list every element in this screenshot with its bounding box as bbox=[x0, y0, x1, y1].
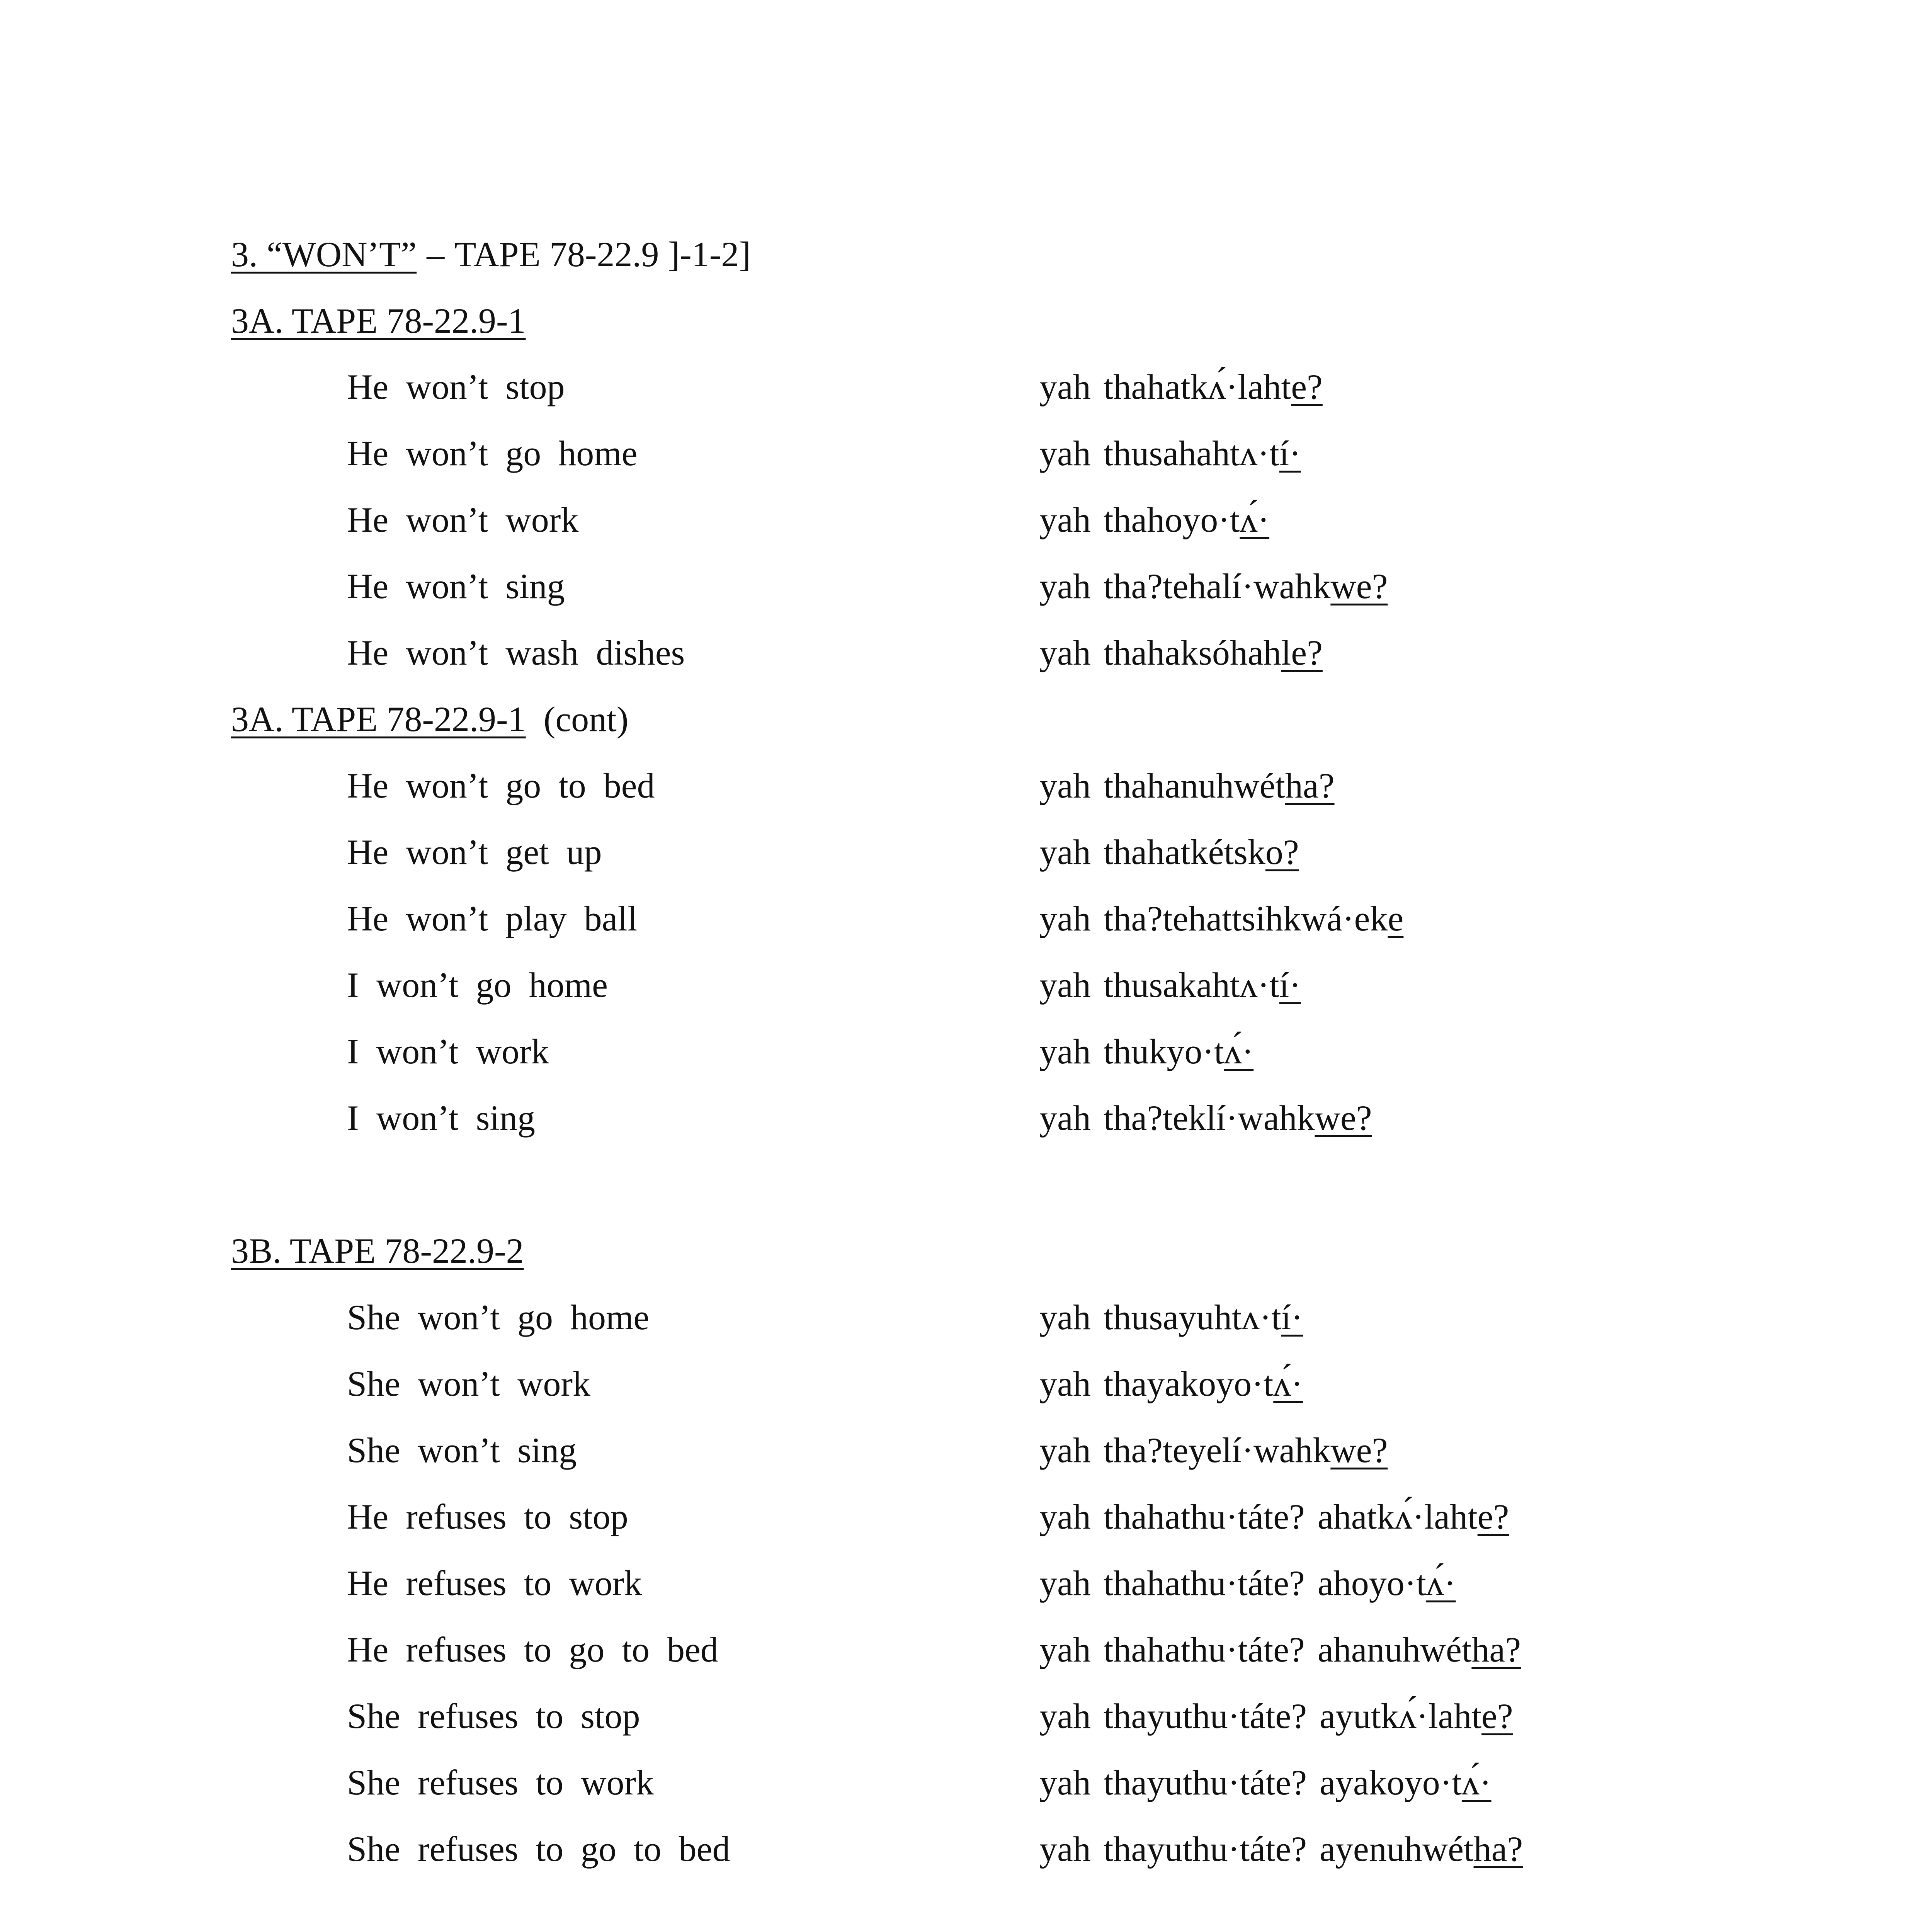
mohawk-phrase bbox=[1039, 962, 1301, 1008]
mohawk-underlined-ending: ha? bbox=[1471, 1630, 1521, 1669]
title-rest: TAPE 78-22.9 ]-1-2] bbox=[454, 235, 751, 274]
mohawk-underlined-ending: ʌ́· bbox=[1240, 500, 1270, 539]
mohawk-text: yah tha?teyelí·wahk bbox=[1039, 1430, 1331, 1470]
english-phrase: He refuses to stop bbox=[347, 1497, 628, 1536]
english-phrase: He refuses to go to bed bbox=[347, 1630, 718, 1669]
mohawk-phrase bbox=[1039, 1427, 1388, 1473]
english-phrase: He won’t wash dishes bbox=[347, 633, 685, 672]
mohawk-text: yah thahanuhwét bbox=[1039, 766, 1285, 805]
mohawk-phrase bbox=[1039, 1626, 1521, 1673]
mohawk-underlined-ending: í· bbox=[1279, 965, 1301, 1005]
mohawk-underlined-ending: í· bbox=[1281, 1298, 1303, 1337]
section-heading-suffix: (cont) bbox=[543, 699, 629, 739]
english-phrase: He won’t work bbox=[347, 500, 579, 539]
mohawk-phrase bbox=[1039, 1361, 1303, 1407]
mohawk-text: yah tha?tehalí·wahk bbox=[1039, 566, 1331, 606]
mohawk-underlined-ending: í· bbox=[1279, 434, 1301, 473]
mohawk-text: yah thukyo·t bbox=[1039, 1032, 1224, 1071]
section-heading-3a bbox=[231, 298, 526, 344]
mohawk-underlined-ending: ha? bbox=[1285, 766, 1335, 805]
mohawk-underlined-ending: ʌ́· bbox=[1426, 1563, 1456, 1603]
mohawk-phrase bbox=[1039, 1095, 1372, 1141]
english-phrase: He won’t go to bed bbox=[347, 766, 655, 805]
english-phrase: She won’t sing bbox=[347, 1430, 577, 1470]
mohawk-underlined-ending: e bbox=[1388, 899, 1404, 938]
section-heading-label: 3B. TAPE 78-22.9-2 bbox=[231, 1231, 524, 1270]
mohawk-text: yah thusahahtʌ·t bbox=[1039, 434, 1279, 473]
mohawk-underlined-ending: we? bbox=[1315, 1098, 1372, 1138]
title-underlined: 3. “WON’T” bbox=[231, 235, 417, 274]
mohawk-text: yah tha?teklí·wahk bbox=[1039, 1098, 1315, 1138]
english-phrase: He won’t stop bbox=[347, 367, 565, 406]
mohawk-phrase bbox=[1039, 1493, 1509, 1540]
mohawk-phrase bbox=[1039, 895, 1403, 942]
mohawk-phrase bbox=[1039, 1693, 1513, 1739]
english-phrase: He refuses to work bbox=[347, 1563, 642, 1603]
section-heading-3b bbox=[231, 1228, 524, 1274]
mohawk-underlined-ending: o? bbox=[1265, 832, 1299, 872]
mohawk-text: yah thayakoyo·t bbox=[1039, 1364, 1274, 1403]
mohawk-underlined-ending: ʌ́· bbox=[1224, 1032, 1254, 1071]
english-phrase: I won’t work bbox=[347, 1032, 549, 1071]
english-phrase: I won’t sing bbox=[347, 1098, 535, 1138]
mohawk-text: yah thahathu·táte? ahatkʌ́·laht bbox=[1039, 1497, 1478, 1536]
english-phrase: She refuses to stop bbox=[347, 1696, 640, 1736]
mohawk-phrase bbox=[1039, 1826, 1523, 1872]
english-phrase: She refuses to go to bed bbox=[347, 1829, 730, 1869]
mohawk-phrase bbox=[1039, 364, 1323, 410]
english-phrase: He won’t go home bbox=[347, 434, 638, 473]
section-heading-3a-cont bbox=[231, 696, 628, 742]
mohawk-underlined-ending: e? bbox=[1291, 367, 1323, 406]
mohawk-phrase bbox=[1039, 1294, 1303, 1340]
section-heading-label: 3A. TAPE 78-22.9-1 bbox=[231, 301, 526, 340]
mohawk-underlined-ending: we? bbox=[1330, 566, 1388, 606]
mohawk-phrase bbox=[1039, 430, 1301, 476]
mohawk-text: yah thayuthu·táte? ayutkʌ́·laht bbox=[1039, 1696, 1482, 1736]
english-phrase: He won’t sing bbox=[347, 566, 565, 606]
english-phrase: She won’t work bbox=[347, 1364, 591, 1403]
mohawk-text: yah thahatkétsk bbox=[1039, 832, 1265, 872]
mohawk-text: yah thusayuhtʌ·t bbox=[1039, 1298, 1281, 1337]
mohawk-phrase bbox=[1039, 497, 1269, 543]
english-phrase: He won’t play ball bbox=[347, 899, 638, 938]
title-dash: – bbox=[427, 235, 445, 274]
mohawk-underlined-ending: e? bbox=[1477, 1497, 1509, 1536]
mohawk-underlined-ending: ʌ́· bbox=[1273, 1364, 1303, 1403]
mohawk-text: yah thahaksóhah bbox=[1039, 633, 1281, 672]
english-phrase: He won’t get up bbox=[347, 832, 602, 872]
english-phrase: She won’t go home bbox=[347, 1298, 650, 1337]
mohawk-underlined-ending: le? bbox=[1281, 633, 1323, 672]
mohawk-phrase bbox=[1039, 1028, 1253, 1075]
english-phrase: I won’t go home bbox=[347, 965, 608, 1005]
mohawk-underlined-ending: ha? bbox=[1473, 1829, 1523, 1869]
mohawk-text: yah thahoyo·t bbox=[1039, 500, 1240, 539]
mohawk-underlined-ending: we? bbox=[1330, 1430, 1388, 1470]
mohawk-text: yah thayuthu·táte? ayenuhwét bbox=[1039, 1829, 1474, 1869]
mohawk-phrase bbox=[1039, 1759, 1492, 1806]
mohawk-text: yah thahatkʌ́·laht bbox=[1039, 367, 1291, 406]
mohawk-phrase bbox=[1039, 829, 1299, 875]
document-title bbox=[231, 231, 751, 277]
section-heading-label: 3A. TAPE 78-22.9-1 bbox=[231, 699, 526, 739]
mohawk-underlined-ending: ʌ́· bbox=[1461, 1763, 1492, 1802]
mohawk-underlined-ending: e? bbox=[1481, 1696, 1513, 1736]
mohawk-text: yah thayuthu·táte? ayakoyo·t bbox=[1039, 1763, 1462, 1802]
mohawk-text: yah thahathu·táte? ahanuhwét bbox=[1039, 1630, 1472, 1669]
english-phrase: She refuses to work bbox=[347, 1763, 654, 1802]
mohawk-text: yah thahathu·táte? ahoyo·t bbox=[1039, 1563, 1426, 1603]
mohawk-text: yah thusakahtʌ·t bbox=[1039, 965, 1279, 1005]
mohawk-phrase bbox=[1039, 1560, 1456, 1606]
mohawk-phrase bbox=[1039, 629, 1323, 676]
mohawk-phrase bbox=[1039, 762, 1335, 809]
mohawk-text: yah tha?tehattsihkwá·ek bbox=[1039, 899, 1388, 938]
mohawk-phrase bbox=[1039, 563, 1388, 609]
